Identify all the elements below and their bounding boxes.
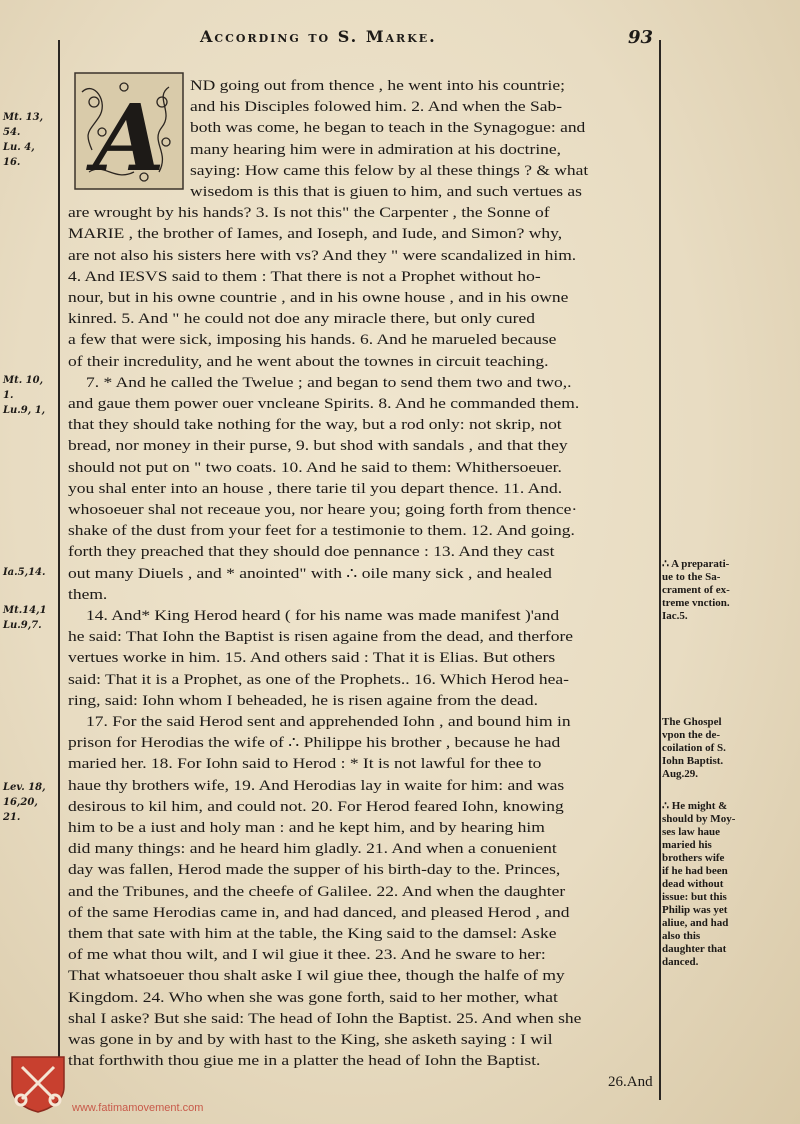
margin-reference-line: Lu. 4, — [3, 142, 35, 153]
margin-annotation-line: The Ghospel — [662, 716, 722, 728]
margin-annotation-line: maried his — [662, 839, 712, 851]
margin-reference — [3, 565, 45, 580]
margin-reference-line: Lu.9,7. — [3, 620, 42, 631]
page-title: According to S. Marke. — [200, 27, 437, 46]
margin-reference-line: 21. — [3, 812, 21, 823]
text-line: 14. And* King Herod heard ( for his name was made manifest )'and — [86, 607, 560, 624]
margin-annotation-line: aliue, and had — [662, 917, 729, 929]
text-line: them. — [68, 585, 108, 603]
margin-annotation-line: Aug.29. — [662, 768, 699, 780]
text-line: 4. And IESVS said to them : That there is not a Prophet without ho- — [68, 267, 541, 285]
text-line: many hearing him were in admiration at his doctrine, — [190, 140, 562, 158]
text-line: both was come, he began to teach in the Synagogue: and — [190, 119, 586, 137]
text-line: should not put on " two coats. 10. And he said to them: Whithersoeuer. — [68, 458, 562, 476]
margin-reference-line: 1. — [3, 390, 14, 401]
text-line: 17. For the said Herod sent and apprehended Iohn , and bound him in — [86, 713, 571, 730]
margin-reference — [3, 780, 46, 825]
margin-annotation — [662, 558, 730, 623]
margin-annotation-line: ue to the Sa- — [662, 571, 721, 583]
text-line: ring, said: Iohn whom I beheaded, he is risen againe from the dead. — [68, 691, 538, 709]
papal-keys-logo — [10, 1053, 66, 1113]
right-margin-rule — [659, 40, 661, 1100]
margin-reference-line: Mt. 10, — [3, 375, 44, 386]
margin-reference — [3, 110, 43, 170]
margin-annotation-line: issue: but this — [662, 891, 727, 903]
left-margin-rule — [58, 40, 60, 1100]
margin-reference-line: Mt.14,1 — [3, 605, 47, 616]
margin-annotation-line: Iohn Baptist. — [662, 755, 724, 767]
text-line: are not also his sisters here with vs? And they " were scandalized in him. — [68, 246, 577, 264]
margin-annotation — [662, 716, 726, 781]
watermark-url: www.fatimamovement.com — [72, 1102, 204, 1114]
text-line: them that sate with him at the table, the King said to the damsel: Aske — [68, 925, 557, 942]
text-line: haue thy brothers wife, 19. And Herodias lay in waite for him: and was — [68, 776, 565, 794]
margin-annotation-line: brothers wife — [662, 852, 725, 864]
margin-reference — [3, 373, 45, 418]
margin-annotation-line: if he had been — [662, 865, 728, 877]
margin-annotation-line: ses law haue — [662, 826, 721, 838]
initial-letter: A — [93, 84, 165, 190]
text-line: shal I aske? But she said: The head of Iohn the Baptist. 25. And when she — [68, 1009, 582, 1027]
text-line: and the Tribunes, and the cheefe of Galilee. 22. And when the daughter — [68, 882, 566, 900]
margin-annotation-line: also this — [662, 930, 701, 942]
margin-annotation-line: ∴ He might & — [662, 800, 728, 812]
text-line: whosoeuer shal not receaue you, nor heare you; going forth from thence· — [68, 501, 578, 518]
text-line: and his Disciples folowed him. 2. And when the Sab- — [190, 98, 563, 116]
margin-annotation-line: danced. — [662, 956, 699, 968]
text-line: he said: That Iohn the Baptist is risen againe from the dead, and therfore — [68, 628, 574, 646]
text-line: shake of the dust from your feet for a testimonie to them. 12. And going. — [68, 522, 575, 540]
text-line: kinred. 5. And " he could not doe any miracle there, but only cured — [68, 310, 535, 328]
margin-annotation-line: ∴ A preparati- — [662, 558, 730, 570]
margin-reference-line: 54. — [3, 127, 21, 138]
text-line: did many things: and he heard him gladly. 21. And when a conuenient — [68, 840, 557, 858]
margin-annotation-line: Philip was yet — [662, 904, 728, 916]
margin-annotation-line: crament of ex- — [662, 584, 730, 596]
text-line: and gaue them power ouer vncleane Spirits. 8. And he commanded them. — [68, 395, 580, 412]
text-line: day was fallen, Herod made the supper of his birth-day to the. Princes, — [68, 861, 561, 879]
text-line: out many Diuels , and * anointed" with ∴ oile many sick , and healed — [68, 564, 552, 582]
text-line: a few that were sick, imposing his hands. 6. And he marueled because — [68, 331, 557, 349]
text-line: of their incredulity, and he went about the townes in circuit teaching. — [68, 352, 549, 370]
margin-annotation-line: coilation of S. — [662, 742, 726, 754]
text-line: ND going out from thence , he went into his countrie; — [190, 77, 565, 94]
text-line: desirous to kil him, and could not. 20. For Herod feared Iohn, knowing — [68, 797, 564, 815]
text-line: 7. * And he called the Twelue ; and began to send them two and two,. — [86, 373, 572, 391]
text-line: forth they preached that they should doe pennance : 13. And they cast — [68, 543, 555, 561]
decorated-initial — [74, 72, 184, 190]
margin-annotation-line: treme vnction. — [662, 597, 730, 609]
margin-annotation-line: dead without — [662, 878, 724, 890]
text-line: That whatsoeuer thou shalt aske I wil giue thee, though the halfe of my — [68, 967, 565, 985]
text-line: that they should take nothing for the way, but a rod only: not skrip, not — [68, 416, 562, 434]
text-line: MARIE , the brother of Iames, and Ioseph, and Iude, and Simon? why, — [68, 225, 563, 243]
text-line: are wrought by his hands? 3. Is not this" the Carpenter , the Sonne of — [68, 204, 550, 222]
text-line: said: That it is a Prophet, as one of the Prophets.. 16. Which Herod hea- — [68, 670, 569, 688]
margin-reference — [3, 603, 47, 633]
margin-annotation-line: should by Moy- — [662, 813, 736, 825]
page-number: 93 — [628, 27, 654, 48]
text-line: you shal enter into an house , there tarie til you depart thence. 11. And. — [68, 479, 563, 497]
margin-reference-line: Ia.5,14. — [3, 567, 46, 578]
margin-reference-line: Lev. 18, — [3, 782, 46, 793]
text-line: was gone in by and by with hast to the King, she asketh saying : I wil — [68, 1031, 553, 1048]
margin-annotation-line: Iac.5. — [662, 610, 688, 622]
margin-reference-line: 16. — [3, 157, 21, 168]
text-line: saying: How came this felow by al these things ? & what — [190, 161, 589, 179]
catchword: 26.And — [608, 1074, 653, 1090]
margin-reference-line: Mt. 13, — [3, 112, 44, 123]
text-line: prison for Herodias the wife of ∴ Philippe his brother , because he had — [68, 734, 561, 752]
margin-reference-line: Lu.9, 1, — [3, 405, 46, 416]
margin-reference-line: 16,20, — [3, 797, 38, 808]
text-line: wisedom is this that is giuen to him, and such vertues as — [190, 183, 582, 200]
text-line: bread, nor money in their purse, 9. but shod with sandals , and that they — [68, 437, 568, 455]
text-line: Kingdom. 24. Who when she was gone forth, said to her mother, what — [68, 988, 558, 1006]
text-line: maried her. 18. For Iohn said to Herod : * It is not lawful for thee to — [68, 755, 542, 773]
margin-annotation-line: daughter that — [662, 943, 727, 955]
text-line: that forthwith thou giue me in a platter the head of Iohn the Baptist. — [68, 1052, 541, 1070]
text-line: of me what thou wilt, and I wil giue it thee. 23. And he sware to her: — [68, 946, 546, 964]
text-line: nour, but in his owne countrie , and in his owne house , and in his owne — [68, 289, 569, 306]
margin-annotation-line: vpon the de- — [662, 729, 721, 741]
margin-annotation — [662, 800, 735, 969]
text-line: him to be a iust and holy man : and he kept him, and by hearing him — [68, 819, 545, 836]
text-line: vertues worke in him. 15. And others said : That it is Elias. But others — [68, 649, 556, 667]
text-line: of the same Herodias came in, and had danced, and pleased Herod , and — [68, 903, 570, 921]
